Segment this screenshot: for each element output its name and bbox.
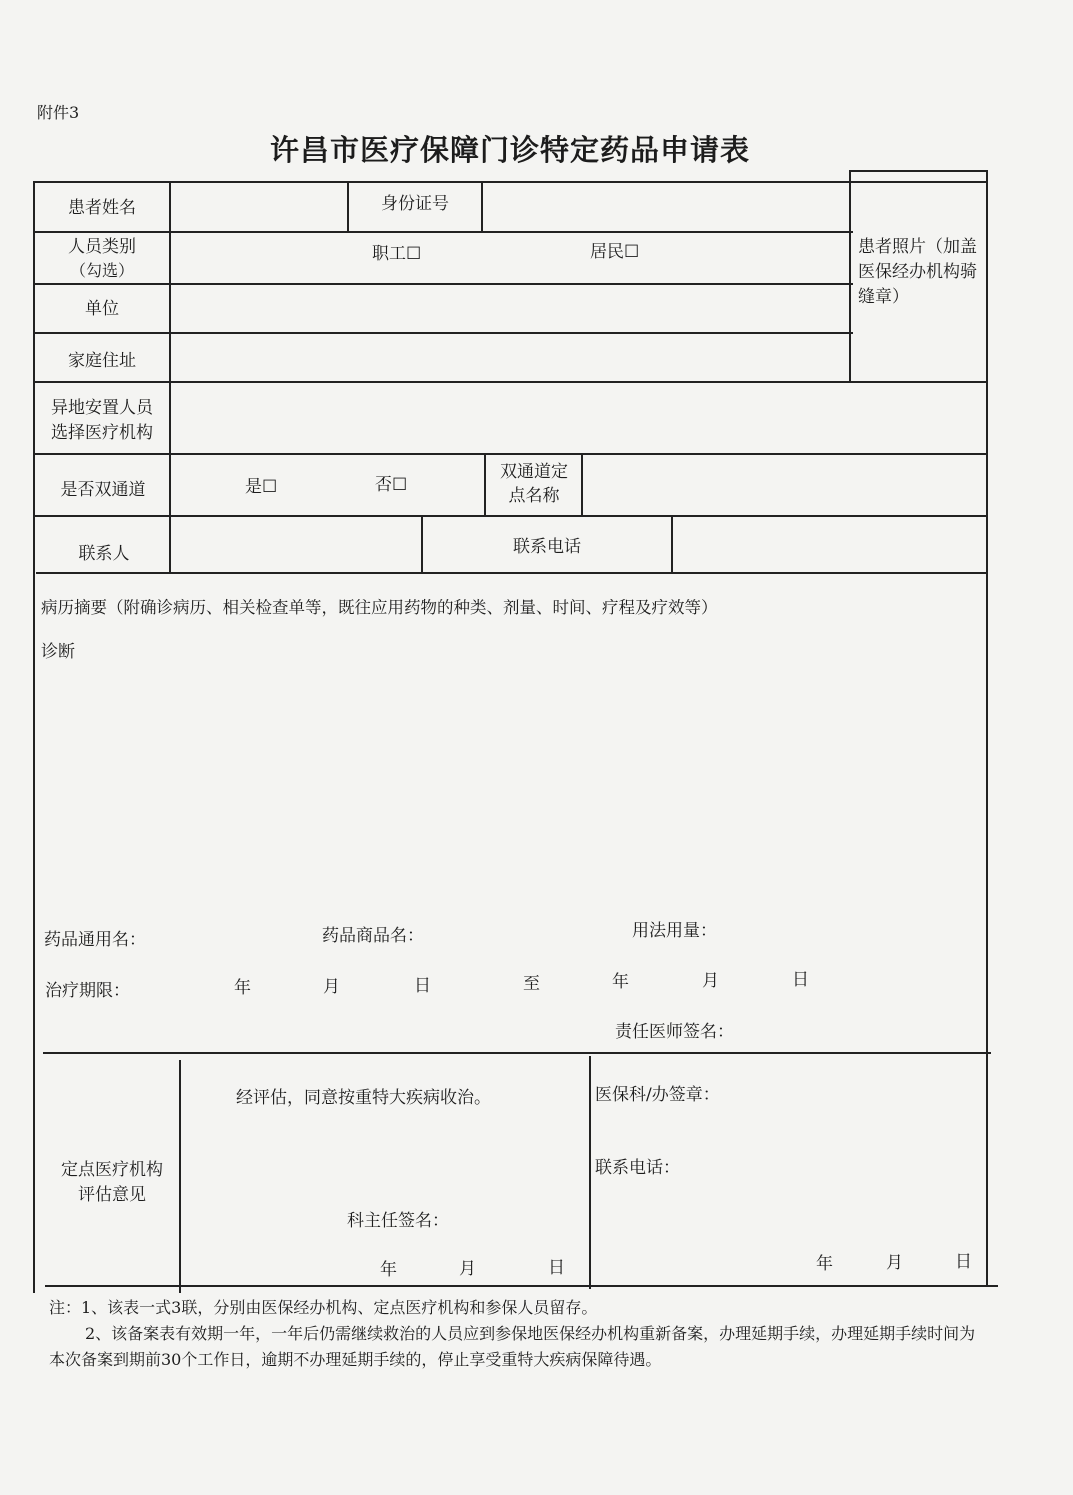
table-border-bottom	[45, 1285, 998, 1287]
contact-person-field[interactable]	[174, 518, 419, 570]
relocated-institution-field[interactable]	[172, 384, 984, 451]
dual-channel-yes-checkbox[interactable]: 是☐	[245, 477, 278, 497]
dual-point-label-line1: 双通道定	[500, 462, 568, 482]
resident-checkbox[interactable]: 居民☐	[590, 242, 640, 262]
end-year-label: 年	[612, 972, 629, 992]
id-number-field[interactable]	[484, 175, 848, 227]
dual-point-label-line2: 点名称	[508, 486, 560, 506]
evaluation-label-line1: 定点医疗机构	[61, 1160, 163, 1180]
category-label-line1: 人员类别	[68, 237, 136, 257]
dual-point-name-field[interactable]	[584, 456, 984, 513]
medical-history-label: 病历摘要（附确诊病历、相关检查单等，既往应用药物的种类、剂量、时间、疗程及疗效等）	[41, 598, 718, 617]
contact-person-label: 联系人	[78, 544, 130, 564]
row-line-1	[33, 231, 853, 233]
form-title: 许昌市医疗保障门诊特定药品申请表	[269, 133, 750, 167]
insurance-sign-day: 日	[955, 1252, 972, 1272]
id-label-right-line	[481, 181, 483, 231]
relocated-label-line1: 异地安置人员	[51, 398, 153, 418]
address-field[interactable]	[172, 335, 848, 379]
row-line-6	[35, 515, 988, 517]
start-day-label: 日	[414, 976, 431, 996]
unit-label: 单位	[85, 299, 119, 319]
relocated-label-line2: 选择医疗机构	[51, 423, 153, 443]
patient-name-label: 患者姓名	[68, 198, 136, 218]
worker-checkbox[interactable]: 职工☐	[372, 244, 422, 264]
eval-stamp-line	[589, 1056, 591, 1289]
row-line-8	[43, 1052, 991, 1054]
drug-generic-name-label: 药品通用名：	[44, 930, 146, 950]
contact-phone-label: 联系电话	[513, 537, 581, 557]
row-line-3	[33, 332, 853, 334]
insurance-phone-label: 联系电话：	[595, 1158, 680, 1178]
insurance-sign-month: 月	[886, 1253, 903, 1273]
insurance-stamp-label: 医保科/办签章：	[595, 1085, 720, 1105]
director-sign-month: 月	[459, 1259, 476, 1279]
eval-label-line	[179, 1060, 181, 1293]
phone-label-right-line	[671, 515, 673, 572]
start-month-label: 月	[323, 977, 340, 997]
photo-box-top	[849, 170, 988, 172]
label-column-line	[169, 181, 171, 572]
treatment-period-label: 治疗期限：	[45, 981, 130, 1001]
row-line-4	[33, 381, 988, 383]
patient-photo-area[interactable]	[852, 173, 985, 379]
dual-channel-label: 是否双通道	[60, 480, 146, 500]
footnote-1: 注：1、该表一式3联，分别由医保经办机构、定点医疗机构和参保人员留存。	[49, 1298, 598, 1317]
period-to-label: 至	[523, 974, 540, 994]
dosage-label: 用法用量：	[632, 921, 717, 941]
end-month-label: 月	[702, 971, 719, 991]
director-signature-label: 科主任签名：	[347, 1211, 449, 1231]
start-year-label: 年	[234, 978, 251, 998]
row-line-7	[36, 572, 988, 574]
row-line-5	[34, 453, 988, 455]
unit-field[interactable]	[172, 286, 848, 330]
evaluation-label-line2: 评估意见	[78, 1185, 146, 1205]
end-day-label: 日	[792, 970, 809, 990]
attachment-number: 附件3	[37, 103, 80, 122]
drug-trade-name-label: 药品商品名：	[322, 926, 424, 946]
table-border-left	[33, 181, 35, 1293]
evaluation-statement: 经评估，同意按重特大疾病收治。	[236, 1088, 491, 1108]
photo-box-left	[849, 170, 851, 381]
table-border-right	[986, 170, 988, 1285]
patient-photo-label: 患者照片（加盖医保经办机构骑缝章）	[858, 237, 977, 307]
medical-record-area[interactable]	[40, 666, 980, 906]
row-line-2	[33, 283, 853, 285]
director-sign-year: 年	[380, 1260, 397, 1280]
dual-channel-no-checkbox[interactable]: 否☐	[375, 475, 408, 495]
diagnosis-label: 诊断	[41, 642, 75, 662]
insurance-sign-year: 年	[816, 1254, 833, 1274]
address-label: 家庭住址	[68, 351, 136, 371]
director-sign-day: 日	[548, 1258, 565, 1278]
footnote-2: 2、该备案表有效期一年，一年后仍需继续救治的人员应到参保地医保经办机构重新备案，办理延期手续，办理延期手续时间为本次备案到期前30个工作日，逾期不办理延期手续的，停止享受重特大疾病保障待遇。	[49, 1324, 976, 1369]
doctor-signature-label: 责任医师签名：	[615, 1022, 734, 1042]
patient-name-field[interactable]	[172, 185, 346, 229]
category-label-line2: （勾选）	[69, 261, 134, 280]
id-number-label: 身份证号	[381, 194, 449, 214]
contact-phone-field[interactable]	[674, 518, 984, 570]
